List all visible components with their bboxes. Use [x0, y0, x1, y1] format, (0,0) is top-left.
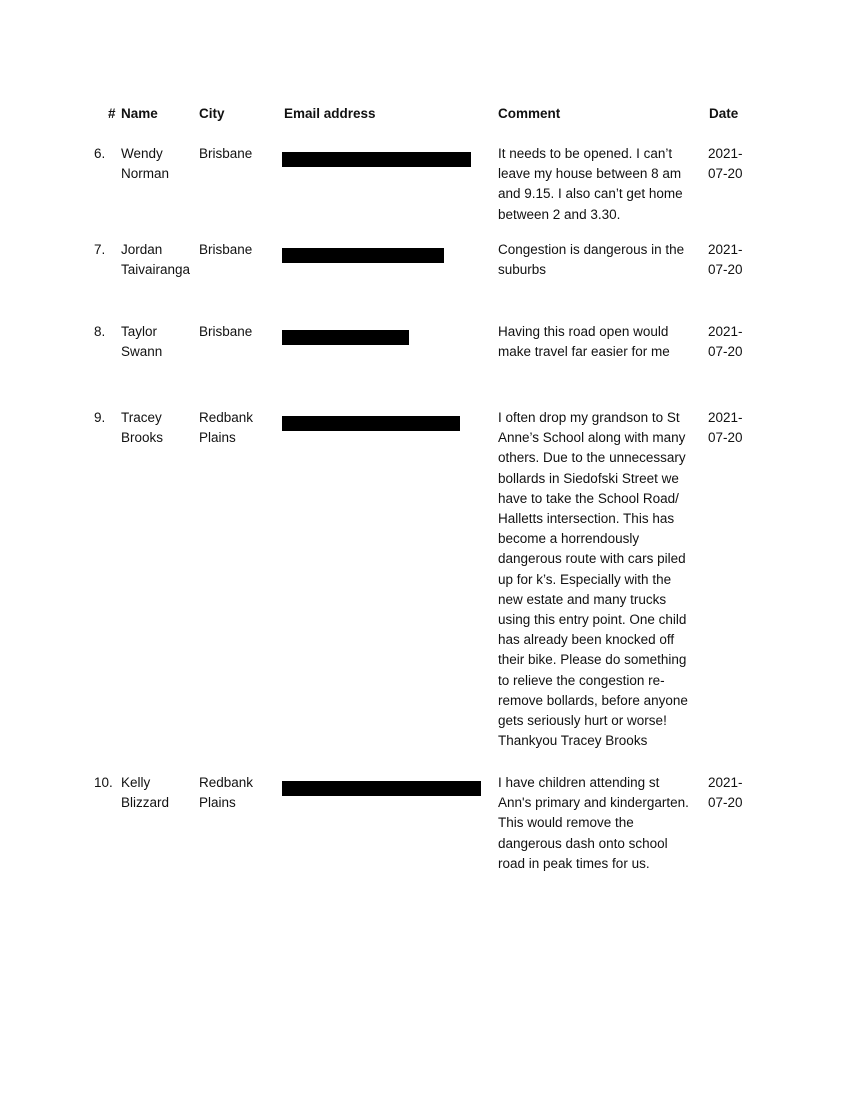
redacted-email-bar — [282, 330, 409, 345]
row-date: 2021- 07-20 — [708, 146, 743, 182]
header-date: Date — [709, 106, 739, 121]
row-date: 2021- 07-20 — [708, 242, 743, 278]
row-number: 9. — [94, 410, 106, 425]
header-num: # — [108, 106, 116, 121]
row-comment: Having this road open would make travel far easier for me — [498, 324, 670, 360]
redacted-email-bar — [282, 248, 444, 263]
redacted-email-bar — [282, 781, 481, 796]
row-name: Tracey Brooks — [121, 410, 164, 446]
header-email: Email address — [284, 106, 376, 121]
header-comment: Comment — [498, 106, 561, 121]
row-city: Redbank Plains — [199, 775, 254, 811]
row-city: Brisbane — [199, 242, 253, 257]
row-number: 8. — [94, 324, 106, 339]
row-city: Brisbane — [199, 324, 253, 339]
row-number: 7. — [94, 242, 106, 257]
row-city: Redbank Plains — [199, 410, 254, 446]
row-city: Brisbane — [199, 146, 253, 161]
redacted-email-bar — [282, 416, 460, 431]
redacted-email-bar — [282, 152, 471, 167]
row-name: Wendy Norman — [121, 146, 170, 182]
row-comment: I often drop my grandson to St Anne’s School along with many others. Due to the unnecessary bollards in Siedofski Street we have to take the School Road/ Halletts intersection. This has become a horrendously dangerous route with cars piled up for k’s. Especially with the new estate and many trucks using this entry point. One child has already been knocked off their bike. Please do something to relieve the congestion re- remove bollards, before anyone gets seriously hurt or worse! Thankyou Tracey Brooks — [498, 410, 688, 749]
header-name: Name — [121, 106, 158, 121]
row-number: 10. — [94, 775, 113, 790]
row-name: Kelly Blizzard — [121, 775, 170, 811]
row-date: 2021- 07-20 — [708, 775, 743, 811]
row-comment: Congestion is dangerous in the suburbs — [498, 242, 685, 278]
row-date: 2021- 07-20 — [708, 410, 743, 446]
row-name: Taylor Swann — [121, 324, 163, 360]
row-comment: It needs to be opened. I can’t leave my house between 8 am and 9.15. I also can’t get home between 2 and 3.30. — [498, 146, 683, 222]
row-date: 2021- 07-20 — [708, 324, 743, 360]
row-comment: I have children attending st Ann's primary and kindergarten. This would remove the dangerous dash onto school road in peak times for us. — [498, 775, 689, 871]
row-name: Jordan Taivairanga — [121, 242, 191, 278]
header-city: City — [199, 106, 225, 121]
row-number: 6. — [94, 146, 106, 161]
